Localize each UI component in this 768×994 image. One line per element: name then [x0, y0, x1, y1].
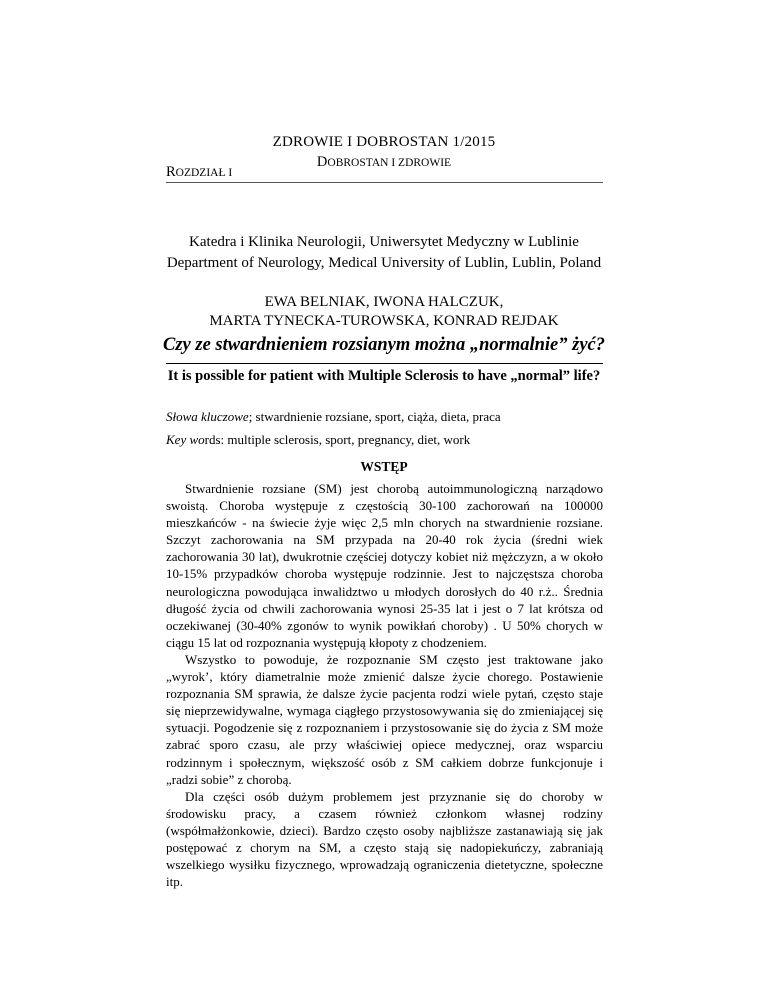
- article-title-polish: Czy ze stwardnieniem rozsianym można „normalnie” żyć?: [163, 335, 605, 355]
- keywords-polish-text: ; stwardnienie rozsiane, sport, ciąża, dieta, praca: [248, 409, 501, 424]
- article-title-english: It is possible for patient with Multiple Sclerosis to have „normal” life?: [167, 368, 601, 384]
- affiliation-english: Department of Neurology, Medical University of Lublin, Lublin, Poland: [166, 255, 602, 271]
- chapter-label: [166, 164, 232, 181]
- keywords-english: [166, 432, 603, 448]
- section-subtitle: [0, 154, 768, 171]
- paragraph-1: Stwardnienie rozsiane (SM) jest chorobą autoimmunologiczną narządowo swoistą. Choroba występuje z częstością 30-100 zachorowań na 100000 mieszkańców - na świecie żyje więc 2,5 mln chorych na stwardnienie rozsiane. Szczyt zachorowania na SM przypada na 20-40 rok życia (średni wiek zachorowania 30 lat), dwukrotnie częściej dotyczy kobiet niż mężczyzn, a w około 10-15% przypadków choroba występuje rodzinnie. Jest to najczęstsza choroba neurologiczna powodująca inwalidztwo u młodych dorosłych do 40 r.ż.. Średnia długość życia od chwili zachorowania wynosi 25-35 lat i jest o 7 lat krótsza od oczekiwanej (30-40% zgonów to wynik powikłań choroby) . U 50% chorych w ciągu 15 lat od rozpoznania występują kłopoty z chodzeniem.: [166, 481, 603, 650]
- authors-line-2: MARTA TYNECKA-TUROWSKA, KONRAD REJDAK: [209, 313, 559, 329]
- authors-line-1: EWA BELNIAK, IWONA HALCZUK,: [264, 294, 504, 310]
- chapter-label-rest: OZDZIAŁ I: [175, 167, 233, 179]
- chapter-label-initial: R: [166, 164, 176, 180]
- section-heading: WSTĘP: [360, 459, 408, 474]
- affiliation-polish: Katedra i Klinika Neurologii, Uniwersytet Medyczny w Lublinie: [189, 234, 579, 250]
- keywords-english-text: rds: multiple sclerosis, sport, pregnancy, diet, work: [204, 432, 471, 447]
- keywords-polish: [166, 409, 603, 425]
- keywords-polish-label: Słowa kluczowe: [166, 409, 249, 424]
- chapter-divider: [166, 182, 603, 183]
- paragraph-3: Dla części osób dużym problemem jest przyznanie się do choroby w środowisku pracy, a czasem również członkom własnej rodziny (współmałżonkowie, dzieci). Bardzo często osoby najbliższe zastanawiają się jak postępować z chorym na SM, a często stają się nadopiekuńczy, zabraniają wszelkiego wysiłku fizycznego, wprowadzają ograniczenia dietetyczne, społeczne itp.: [166, 788, 603, 890]
- paragraph-2: Wszystko to powoduje, że rozpoznanie SM często jest traktowane jako „wyrok’, który diametralnie może zmienić dalsze życie chorego. Postawienie rozpoznania SM sprawia, że dalsze życie pacjenta rodzi wiele pytań, często staje się nieprzewidywalne, wymaga ciągłego przystosowywania się do zmieniającej się sytuacji. Pogodzenie się z rozpoznaniem i przystosowanie się do życia z SM może zabrać sporo czasu, ale przy właściwiej opiece medycznej, oraz wsparciu rodzinnym i społecznym, większość osób z SM całkiem dobrze funkcjonuje i „radzi sobie” z chorobą.: [166, 651, 603, 787]
- keywords-english-label: Key wo: [166, 432, 205, 447]
- body-text: [166, 480, 603, 890]
- section-subtitle-rest: OBROSTAN I ZDROWIE: [327, 157, 452, 169]
- section-subtitle-initial: D: [316, 154, 328, 170]
- title-divider: [166, 363, 603, 364]
- journal-title: ZDROWIE I DOBROSTAN 1/2015: [272, 134, 496, 150]
